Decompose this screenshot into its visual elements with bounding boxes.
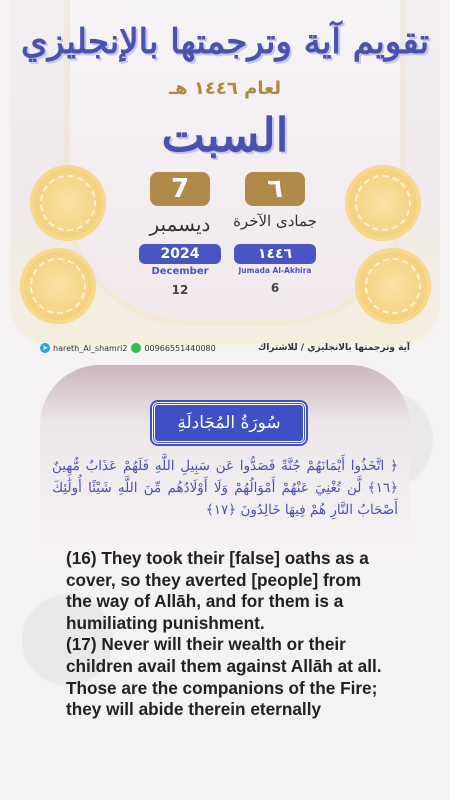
- subscribe-label: آية وترجمتها بالانجليزي / للاشتراك: [257, 343, 410, 353]
- gregorian-year: 2024: [139, 244, 221, 264]
- verse-translation: [66, 548, 386, 721]
- ayah-arabic-text: ﴿ اتَّخَذُوا أَيْمَانَهُمْ جُنَّةً فَصَدُّوا عَن سَبِيلِ اللَّهِ فَلَهُمْ عَذَابٌ مُّهِينٌ ﴿١٦﴾ لَّن تُغْنِيَ عَنْهُمْ أَمْوَالُهُمْ وَلَا أَوْلَادُهُم مِّنَ اللَّهِ شَيْئًا أُولَٰئِكَ أَصْحَابُ النَّارِ هُمْ فِيهَا خَالِدُونَ ﴿١٧﴾: [52, 458, 398, 518]
- telegram-handle[interactable]: hareth_Al_shamri2: [53, 343, 128, 353]
- verse-16-translation: (16) They took their [false] oaths as a cover, so they averted [people] from the way of Allāh, and for them is a humiliating punishment.: [66, 548, 369, 633]
- gregorian-month-en: December: [151, 266, 209, 277]
- right-ornament-lower: [355, 248, 431, 324]
- left-ornament: [30, 165, 106, 241]
- telegram-icon: ➤: [40, 343, 50, 353]
- gregorian-date: [130, 172, 230, 297]
- surah-name-badge: سُورَةُ المُجَادلَةِ: [152, 402, 306, 444]
- left-ornament-lower: [20, 248, 96, 324]
- gregorian-month-number: 12: [171, 283, 189, 297]
- hijri-date: [225, 172, 325, 295]
- hijri-month-number: 6: [270, 281, 280, 295]
- whatsapp-number[interactable]: 00966551440080: [144, 343, 216, 353]
- hijri-year-line: لعام ١٤٤٦ هـ: [169, 78, 281, 99]
- hijri-month-en: Jumada Al-Akhira: [238, 266, 312, 275]
- gregorian-day: 7: [150, 172, 210, 206]
- weekday-name: السبت: [161, 108, 289, 162]
- gregorian-month-ar: ديسمبر: [149, 212, 211, 236]
- contact-bar: [40, 340, 410, 356]
- hijri-month-ar: جمادى الآخرة: [233, 212, 317, 230]
- hijri-year: ١٤٤٦: [234, 244, 316, 264]
- hijri-day: ٦: [245, 172, 305, 206]
- calendar-title: تقويم آية وترجمتها بالإنجليزي: [20, 22, 430, 62]
- verse-17-translation: (17) Never will their wealth or their children avail them against Allāh at all. Those are the companions of the Fire; they will abide therein eternally: [66, 634, 382, 720]
- whatsapp-icon: [131, 343, 141, 353]
- right-ornament-top: [345, 165, 421, 241]
